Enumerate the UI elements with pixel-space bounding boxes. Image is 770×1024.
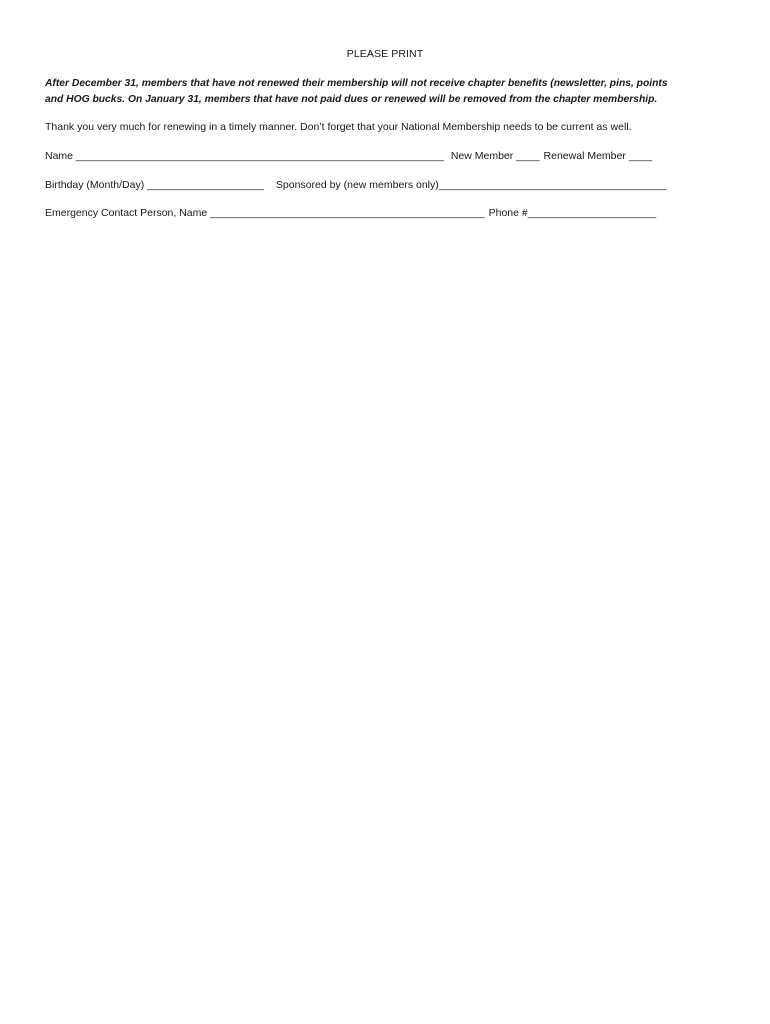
name-row: [45, 150, 652, 162]
page-heading: PLEASE PRINT: [346, 48, 424, 60]
thank-you-text: Thank you very much for renewing in a timely manner. Don’t forget that your National Membership needs to be current as well.: [45, 121, 632, 133]
name-field[interactable]: Name _______________________________________________________________: [45, 150, 444, 162]
new-member-field[interactable]: New Member ____: [450, 150, 540, 162]
sponsored-by-field[interactable]: Sponsored by (new members only)_______________________________________: [275, 179, 667, 191]
birthday-field[interactable]: Birthday (Month/Day) ____________________: [45, 179, 264, 191]
notice-line-1: After December 31, members that have not renewed their membership will not receive chapter benefits (newsletter, pins, points: [45, 78, 668, 89]
birthday-row: [45, 179, 667, 191]
renewal-member-field[interactable]: Renewal Member ____: [543, 150, 653, 162]
renewal-notice: [45, 76, 735, 107]
notice-line-2: and HOG bucks. On January 31, members that have not paid dues or renewed will be removed from the chapter membership.: [45, 93, 658, 105]
emergency-row: [45, 207, 656, 219]
phone-field[interactable]: Phone #______________________: [488, 207, 657, 219]
emergency-contact-field[interactable]: Emergency Contact Person, Name _______________________________________________: [45, 207, 485, 219]
